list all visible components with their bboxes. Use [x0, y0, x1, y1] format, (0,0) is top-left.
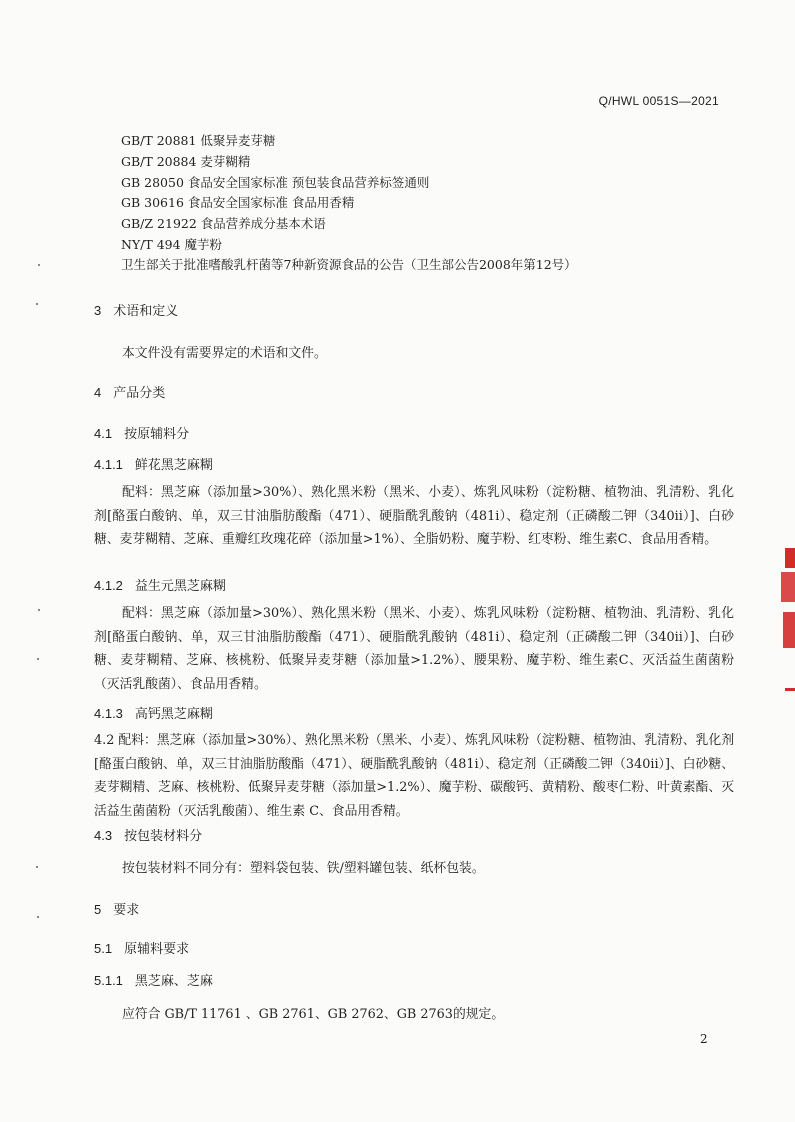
section-heading-4-3: 4.3 按包装材料分	[94, 828, 203, 843]
section-heading-4-1-1: 4.1.1 鲜花黑芝麻糊	[94, 457, 213, 472]
reference-item: GB 28050 食品安全国家标准 预包装食品营养标签通则	[121, 175, 430, 190]
section-heading-4: 4 产品分类	[94, 385, 166, 400]
section-heading-3: 3 术语和定义	[94, 303, 179, 318]
ingredients-paragraph: 配料：黑芝麻（添加量>30%）、熟化黑米粉（黑米、小麦）、炼乳风味粉（淀粉糖、植物油、乳清粉、乳化剂[酪蛋白酸钠、单，双三甘油脂肪酸酯（471）、硬脂酰乳酸钠（481i）、稳定剂（正磷酸二钾（340ii）]、白砂糖、麦芽糊精、芝麻、核桃粉、低聚异麦芽糖（添加量>1.2%）、腰果粉、魔芋粉、维生素C、灭活益生菌菌粉（灭活乳酸菌）、食品用香精。	[94, 606, 734, 692]
reference-item: 卫生部关于批准嗜酸乳杆菌等7种新资源食品的公告（卫生部公告2008年第12号）	[121, 257, 577, 272]
page-number: 2	[700, 1032, 708, 1046]
section-4-3-text: 按包装材料不同分有：塑料袋包装、铁/塑料罐包装、纸杯包装。	[122, 861, 485, 876]
section-heading-4-1-3: 4.1.3 高钙黑芝麻糊	[94, 706, 213, 721]
section-heading-4-1: 4.1 按原辅料分	[94, 426, 190, 441]
section-3-text: 本文件没有需要界定的术语和文件。	[122, 346, 327, 361]
section-heading-4-1-2: 4.1.2 益生元黑芝麻糊	[94, 578, 226, 593]
ingredients-paragraph: 4.2 配料：黑芝麻（添加量>30%）、熟化黑米粉（黑米、小麦）、炼乳风味粉（淀粉糖、植物油、乳清粉、乳化剂[酪蛋白酸钠、单，双三甘油脂肪酸酯（471）、硬脂酰乳酸钠（481i）、稳定剂（正磷酸二钾（340ii）]、白砂糖、麦芽糊精、芝麻、核桃粉、低聚异麦芽糖（添加量>1.2%）、魔芋粉、碳酸钙、黄精粉、酸枣仁粉、叶黄素酯、灭活益生菌菌粉（灭活乳酸菌）、维生素 C、食品用香精。	[94, 733, 734, 819]
reference-item: GB/T 20881 低聚异麦芽糖	[121, 133, 276, 148]
section-heading-5: 5 要求	[94, 902, 140, 917]
ingredients-paragraph: 配料：黑芝麻（添加量>30%）、熟化黑米粉（黑米、小麦）、炼乳风味粉（淀粉糖、植物油、乳清粉、乳化剂[酪蛋白酸钠、单，双三甘油脂肪酸酯（471）、硬脂酰乳酸钠（481i）、稳定剂（正磷酸二钾（340ii）]、白砂糖、麦芽糊精、芝麻、重瓣红玫瑰花碎（添加量>1%）、全脂奶粉、魔芋粉、红枣粉、维生素C、食品用香精。	[94, 485, 734, 547]
reference-item: NY/T 494 魔芋粉	[121, 237, 223, 252]
section-heading-5-1-1: 5.1.1 黑芝麻、芝麻	[94, 973, 213, 988]
section-heading-5-1: 5.1 原辅料要求	[94, 941, 190, 956]
document-code: Q/HWL 0051S—2021	[598, 94, 719, 108]
section-5-1-1-text: 应符合 GB/T 11761 、GB 2761、GB 2762、GB 2763的规定。	[122, 1007, 505, 1022]
reference-item: GB 30616 食品安全国家标准 食品用香精	[121, 195, 355, 210]
reference-item: GB/T 20884 麦芽糊精	[121, 154, 251, 169]
reference-item: GB/Z 21922 食品营养成分基本术语	[121, 216, 326, 231]
